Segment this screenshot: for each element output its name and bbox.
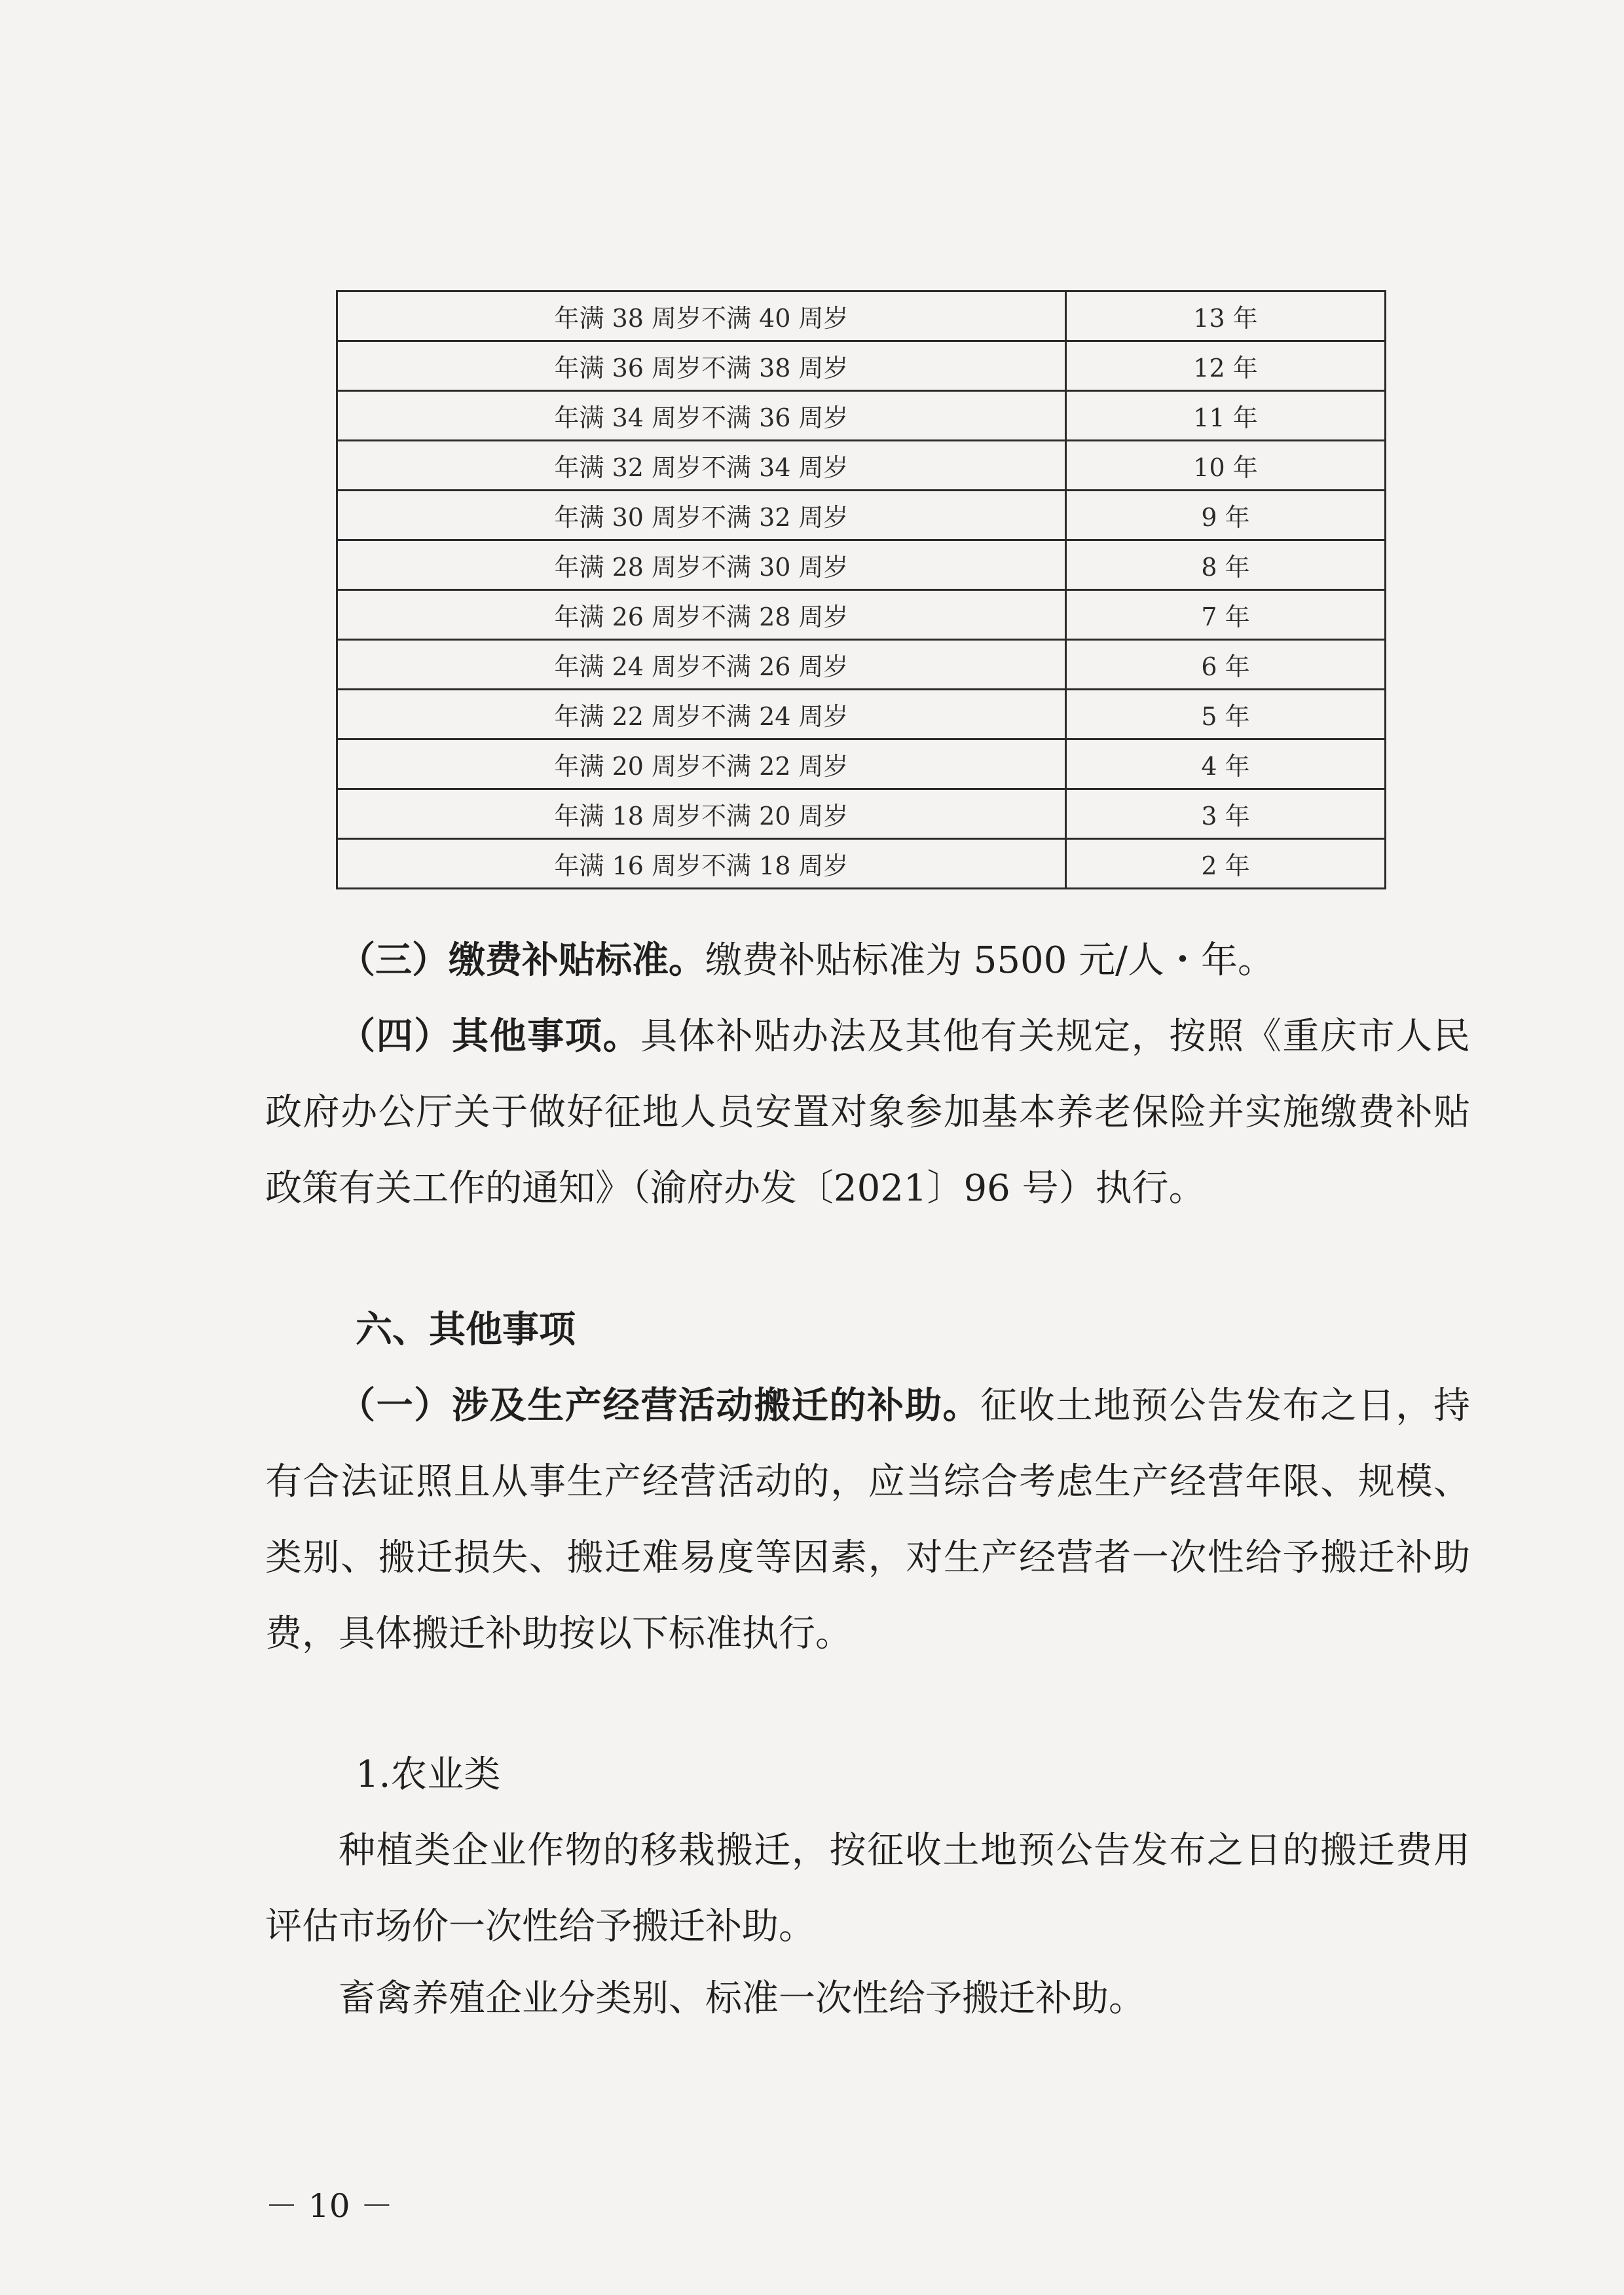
years-cell: 3 年 [1066, 789, 1386, 839]
years-cell: 10 年 [1066, 441, 1386, 491]
paragraph-payment-standard [265, 922, 1470, 999]
age-range-cell: 年满 22 周岁不满 24 周岁 [337, 690, 1066, 739]
age-range-cell: 年满 32 周岁不满 34 周岁 [337, 441, 1066, 491]
paragraph-planting: 种植类企业作物的移栽搬迁，按征收土地预公告发布之日的搬迁费用评估市场价一次性给予搬迁补助。 [265, 1829, 1470, 1948]
age-range-cell: 年满 36 周岁不满 38 周岁 [337, 341, 1066, 391]
age-range-cell: 年满 30 周岁不满 32 周岁 [337, 491, 1066, 540]
age-range-cell: 年满 16 周岁不满 18 周岁 [337, 839, 1066, 889]
age-range-cell: 年满 20 周岁不满 22 周岁 [337, 739, 1066, 789]
age-range-cell: 年满 38 周岁不满 40 周岁 [337, 291, 1066, 341]
age-years-table [336, 290, 1386, 889]
section-6-1-lead: （一）涉及生产经营活动搬迁的补助。 [339, 1384, 981, 1427]
age-range-cell: 年满 28 周岁不满 30 周岁 [337, 540, 1066, 590]
table-row [337, 441, 1386, 491]
section-3-text: 缴费补贴标准为 5500 元/人・年。 [705, 939, 1274, 982]
paragraph-other-matters [265, 998, 1470, 1227]
age-range-cell: 年满 34 周岁不满 36 周岁 [337, 391, 1066, 441]
years-cell: 4 年 [1066, 739, 1386, 789]
age-range-cell: 年满 18 周岁不满 20 周岁 [337, 789, 1066, 839]
table-row [337, 341, 1386, 391]
table-row [337, 291, 1386, 341]
table-row [337, 590, 1386, 640]
years-cell: 5 年 [1066, 690, 1386, 739]
years-cell: 2 年 [1066, 839, 1386, 889]
subheading-agriculture: 1.农业类 [356, 1753, 501, 1796]
table-row [337, 491, 1386, 540]
section-6-1-text: 征收土地预公告发布之日，持有合法证照且从事生产经营活动的，应当综合考虑生产经营年限、规模、类别、搬迁损失、搬迁难易度等因素，对生产经营者一次性给予搬迁补助费，具体搬迁补助按以下标准执行。 [265, 1385, 1471, 1655]
page-number: － 10 － [265, 2187, 394, 2225]
table-row [337, 739, 1386, 789]
years-cell: 11 年 [1066, 391, 1386, 441]
table-row [337, 640, 1386, 690]
table-row [337, 789, 1386, 839]
section-4-lead: （四）其他事项。 [339, 1015, 641, 1058]
years-cell: 6 年 [1066, 640, 1386, 690]
years-cell: 9 年 [1066, 491, 1386, 540]
section-4-text: 具体补贴办法及其他有关规定，按照《重庆市人民政府办公厅关于做好征地人员安置对象参加基本养老保险并实施缴费补贴政策有关工作的通知》（渝府办发〔2021〕96 号）执行。 [265, 1015, 1471, 1210]
years-cell: 12 年 [1066, 341, 1386, 391]
heading-section-6: 六、其他事项 [356, 1308, 576, 1351]
section-3-lead: （三）缴费补贴标准。 [339, 939, 705, 982]
table-row [337, 839, 1386, 889]
years-cell: 7 年 [1066, 590, 1386, 640]
table-row [337, 690, 1386, 739]
table-row [337, 540, 1386, 590]
age-range-cell: 年满 24 周岁不满 26 周岁 [337, 640, 1066, 690]
years-cell: 8 年 [1066, 540, 1386, 590]
years-cell: 13 年 [1066, 291, 1386, 341]
paragraph-livestock: 畜禽养殖企业分类别、标准一次性给予搬迁补助。 [339, 1977, 1145, 2020]
age-range-cell: 年满 26 周岁不满 28 周岁 [337, 590, 1066, 640]
table-row [337, 391, 1386, 441]
paragraph-relocation-subsidy [265, 1368, 1470, 1672]
